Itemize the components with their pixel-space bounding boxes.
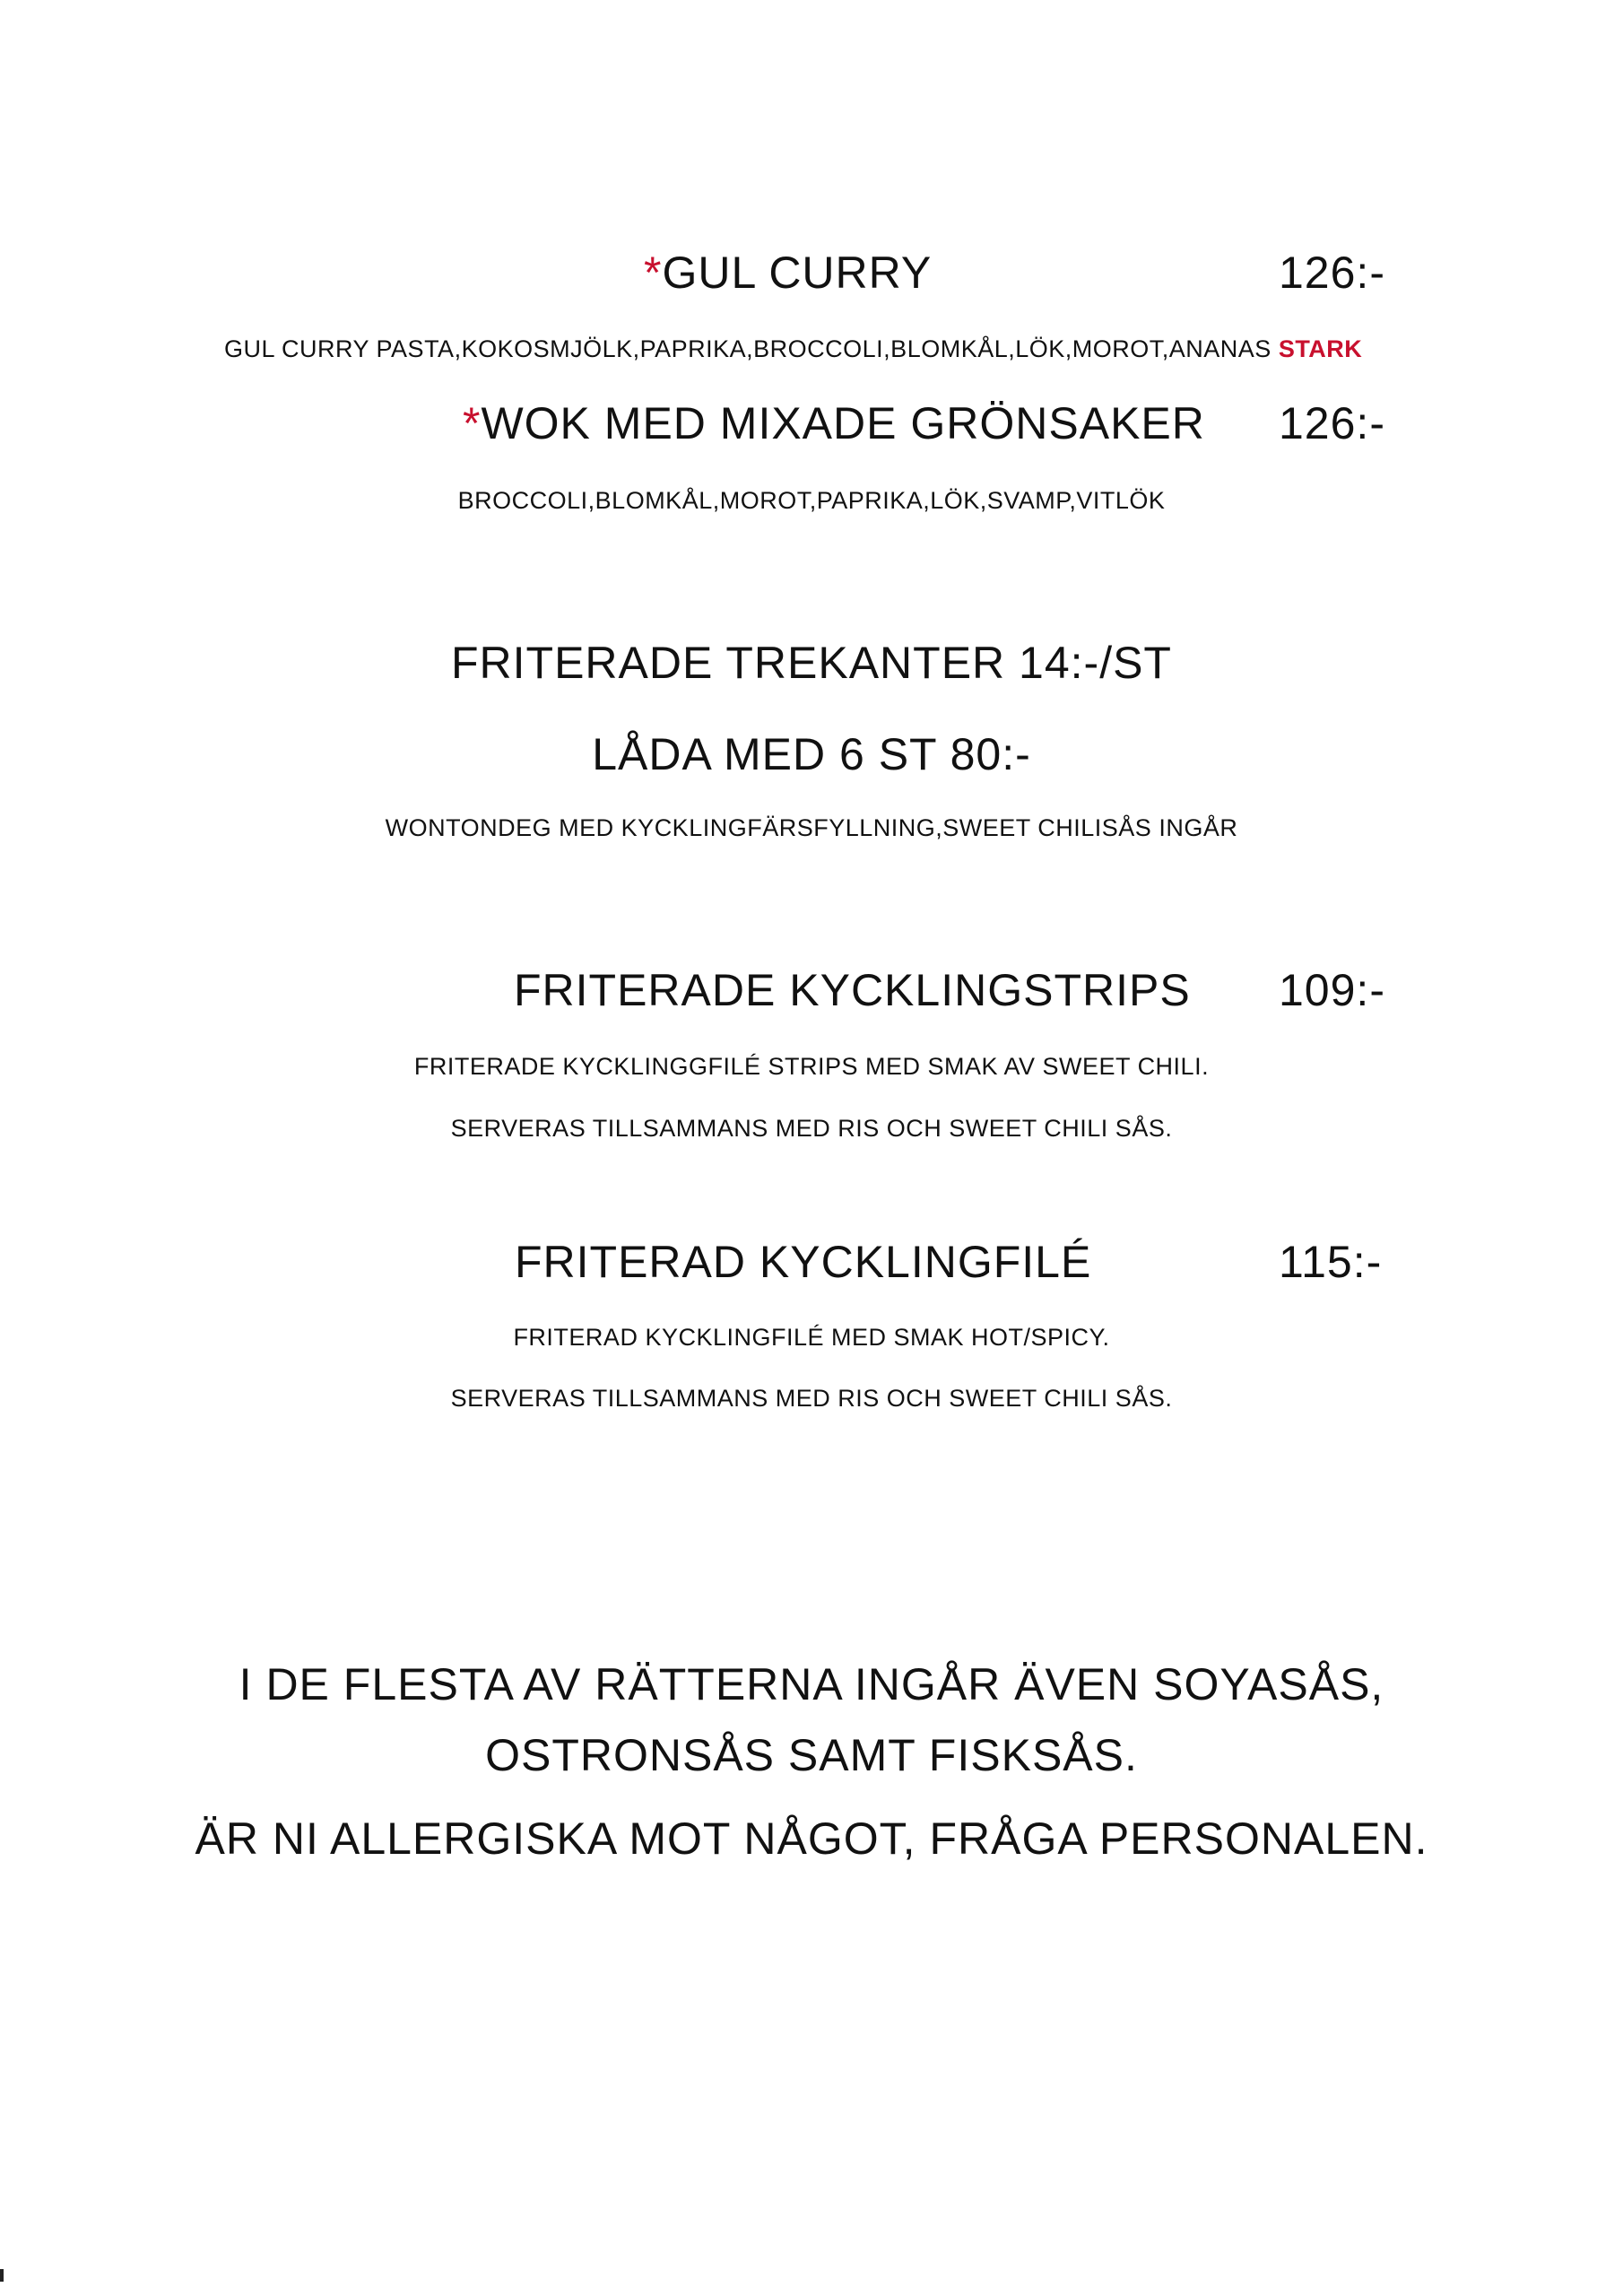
wok-description: BROCCOLI,BLOMKÅL,MOROT,PAPRIKA,LÖK,SVAMP,VITLÖK bbox=[457, 487, 1166, 514]
trekanter-description: WONTONDEG MED KYCKLINGFÄRSFYLLNING,SWEET CHILISÅS INGÅR bbox=[385, 814, 1238, 841]
gul-curry-strength-badge: STARK bbox=[1278, 335, 1363, 362]
file-description-line-2: SERVERAS TILLSAMMANS MED RIS OCH SWEET CHILI SÅS. bbox=[450, 1385, 1173, 1412]
gul-curry-ingredients: GUL CURRY PASTA,KOKOSMJÖLK,PAPRIKA,BROCCOLI,BLOMKÅL,LÖK,MOROT,ANANAS bbox=[224, 335, 1271, 362]
file-price: 115:- bbox=[1279, 1237, 1383, 1287]
strips-description-line-1: FRITERADE KYCKLINGGFILÉ STRIPS MED SMAK AV SWEET CHILI. bbox=[413, 1053, 1210, 1080]
trekanter-box-price: LÅDA MED 6 ST 80:- bbox=[592, 729, 1031, 779]
allergy-notice-line-2: OSTRONSÅS SAMT FISKSÅS. bbox=[485, 1730, 1138, 1780]
wok-price: 126:- bbox=[1279, 398, 1385, 448]
strips-title: FRITERADE KYCKLINGSTRIPS bbox=[514, 965, 1191, 1015]
allergy-notice-line-3: ÄR NI ALLERGISKA MOT NÅGOT, FRÅGA PERSONALEN. bbox=[195, 1813, 1428, 1864]
gul-curry-name: GUL CURRY bbox=[662, 248, 933, 298]
allergy-notice-line-1: I DE FLESTA AV RÄTTERNA INGÅR ÄVEN SOYASÅS, bbox=[239, 1659, 1384, 1709]
spicy-star-icon: * bbox=[463, 398, 482, 448]
gul-curry-description bbox=[224, 337, 1362, 361]
strips-description-line-2: SERVERAS TILLSAMMANS MED RIS OCH SWEET CHILI SÅS. bbox=[450, 1115, 1173, 1142]
scan-mark bbox=[0, 2269, 4, 2282]
strips-price: 109:- bbox=[1279, 965, 1385, 1015]
wok-title bbox=[463, 398, 1205, 448]
spicy-star-icon: * bbox=[644, 248, 663, 298]
trekanter-title: FRITERADE TREKANTER 14:-/ST bbox=[451, 638, 1172, 688]
file-title: FRITERAD KYCKLINGFILÉ bbox=[515, 1237, 1092, 1287]
wok-name: WOK MED MIXADE GRÖNSAKER bbox=[481, 398, 1205, 448]
gul-curry-title bbox=[644, 248, 933, 298]
gul-curry-price: 126:- bbox=[1279, 248, 1385, 298]
file-description-line-1: FRITERAD KYCKLINGFILÉ MED SMAK HOT/SPICY. bbox=[513, 1324, 1110, 1351]
